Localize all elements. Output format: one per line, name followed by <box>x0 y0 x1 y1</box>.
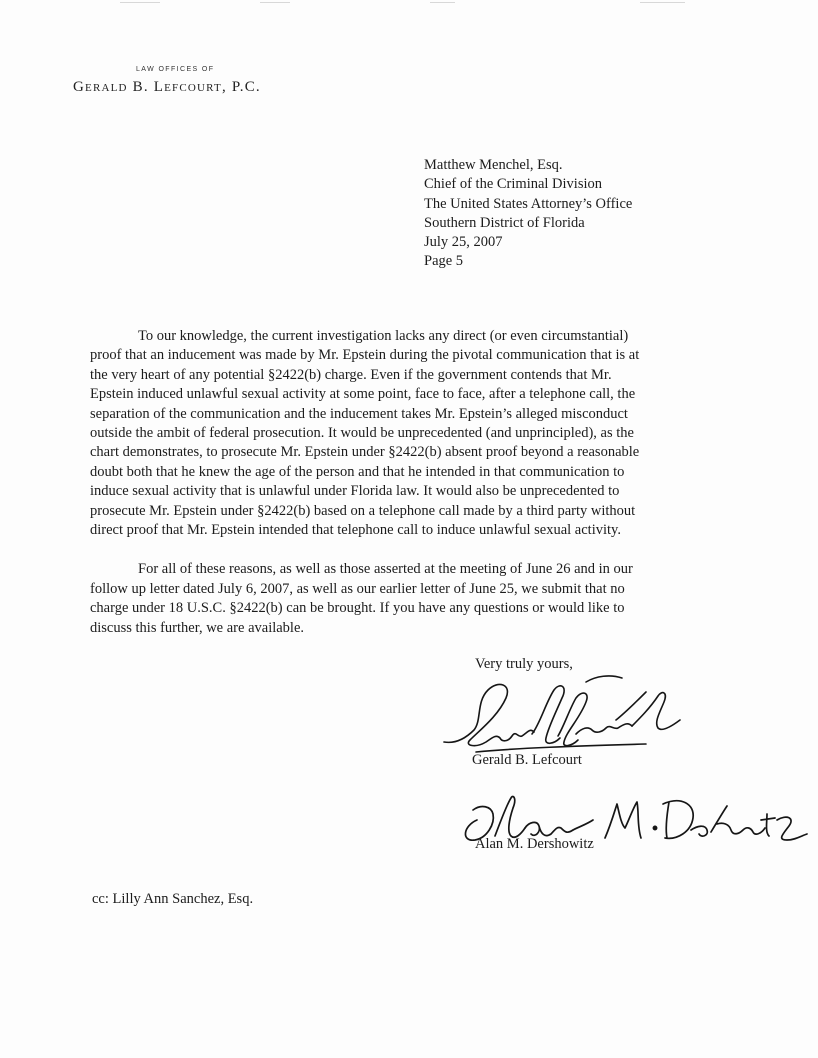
recipient-name: Matthew Menchel, Esq. <box>424 157 563 173</box>
scan-artifact <box>430 2 455 3</box>
paragraph-line: follow up letter dated July 6, 2007, as well as our earlier letter of June 25, we submit that no <box>90 580 625 597</box>
paragraph-line: charge under 18 U.S.C. §2422(b) can be brought. If you have any questions or would like to <box>90 600 625 617</box>
letterhead-firm-name: Gerald B. Lefcourt, P.C. <box>73 79 261 95</box>
closing-salutation: Very truly yours, <box>475 656 573 672</box>
paragraph-line: separation of the communication and the inducement takes Mr. Epstein’s alleged misconduct <box>90 405 628 422</box>
paragraph-line: doubt both that he knew the age of the person and that he intended in that communication to <box>90 463 625 480</box>
recipient-block <box>424 156 632 272</box>
paragraph-line: the very heart of any potential §2422(b) charge. Even if the government contends that Mr. <box>90 366 612 383</box>
paragraph-line: discuss this further, we are available. <box>90 619 305 636</box>
paragraph-line: For all of these reasons, as well as those asserted at the meeting of June 26 and in our <box>138 561 633 578</box>
paragraph-line: To our knowledge, the current investigation lacks any direct (or even circumstantial) <box>138 328 629 344</box>
paragraph-line: chart demonstrates, to prosecute Mr. Epstein under §2422(b) absent proof beyond a reasonable <box>90 444 640 461</box>
recipient-title: Chief of the Criminal Division <box>424 176 603 193</box>
body-paragraph-1 <box>90 327 700 540</box>
paragraph-line: Epstein induced unlawful sexual activity at some point, face to face, after a telephone call, the <box>90 386 636 403</box>
body-paragraph-2 <box>90 560 700 638</box>
page-number: Page 5 <box>424 253 464 270</box>
paragraph-line: outside the ambit of federal prosecution. It would be unprecedented (and unprincipled), as the <box>90 425 634 442</box>
cc-line: cc: Lilly Ann Sanchez, Esq. <box>92 891 254 907</box>
paragraph-line: prosecute Mr. Epstein under §2422(b) based on a telephone call made by a third party without <box>90 502 636 519</box>
scan-artifact <box>120 2 160 3</box>
recipient-district: Southern District of Florida <box>424 214 585 231</box>
scan-artifact <box>640 2 685 3</box>
paragraph-line: induce sexual activity that is unlawful under Florida law. It would also be unprecedented to <box>90 483 620 500</box>
recipient-office: The United States Attorney’s Office <box>424 195 633 212</box>
letterhead-law-offices: LAW OFFICES OF <box>136 66 215 73</box>
paragraph-line: proof that an inducement was made by Mr. Epstein during the pivotal communication that is at <box>90 347 640 364</box>
signer-name-gerald-lefcourt: Gerald B. Lefcourt <box>472 752 582 768</box>
letter-date: July 25, 2007 <box>424 234 503 251</box>
paragraph-line: direct proof that Mr. Epstein intended that telephone call to induce unlawful sexual activity. <box>90 522 621 539</box>
signer-name-alan-dershowitz: Alan M. Dershowitz <box>475 836 594 852</box>
scan-artifact <box>260 2 290 3</box>
letter-body <box>90 327 700 638</box>
